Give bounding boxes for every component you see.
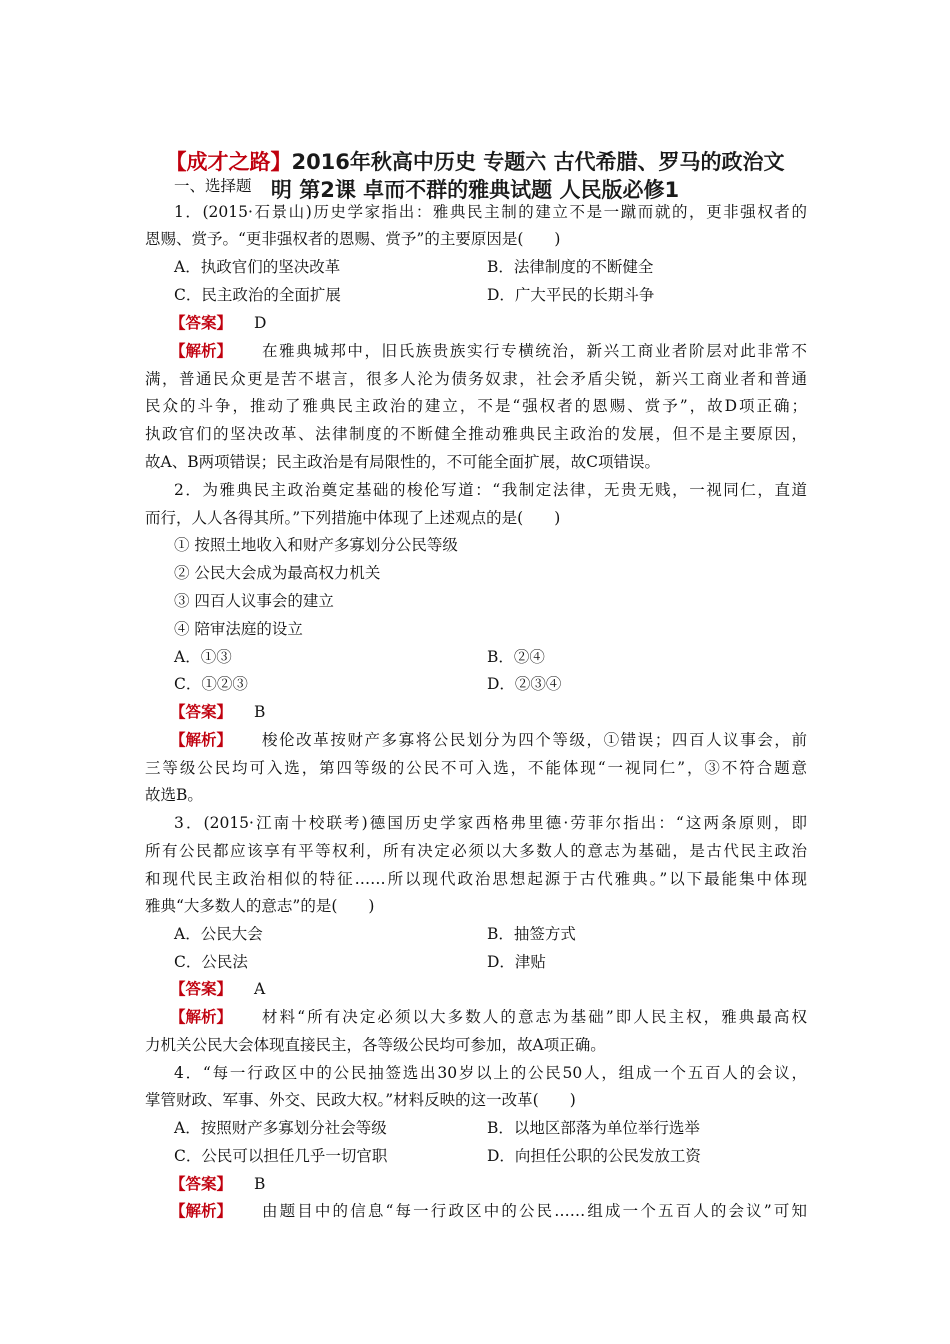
section-heading: 一、选择题 bbox=[174, 177, 252, 195]
explain-tag: 【解析】 bbox=[170, 1202, 233, 1220]
answer-tag: 【答案】 bbox=[170, 1175, 233, 1193]
q1-option-d: D．广大平民的长期斗争 bbox=[487, 286, 655, 304]
title-bracket: 【成才之路】 bbox=[165, 150, 292, 174]
title-line2: 明 第2课 卓而不群的雅典试题 人民版必修1 bbox=[270, 178, 680, 202]
answer-tag: 【答案】 bbox=[170, 314, 233, 332]
q2-option-c: C．①②③ bbox=[174, 675, 248, 693]
q2-stem-line1: 2．为雅典民主政治奠定基础的梭伦写道：“我制定法律，无贵无贱，一视同仁，直道 bbox=[174, 481, 807, 499]
q4-answer-value: B bbox=[254, 1175, 266, 1193]
q1-explain-line2: 满，普通民众更是苦不堪言，很多人沦为债务奴隶，社会矛盾尖锐，新兴工商业者和普通 bbox=[145, 370, 807, 388]
q1-option-a: A．执政官们的坚决改革 bbox=[174, 258, 341, 276]
q3-option-b: B．抽签方式 bbox=[487, 925, 576, 943]
q2-statement-2: ② 公民大会成为最高权力机关 bbox=[174, 564, 381, 582]
q2-option-a: A．①③ bbox=[174, 648, 232, 666]
q3-stem-line3: 和现代民主政治相似的特征……所以现代政治思想起源于古代雅典。”以下最能集中体现 bbox=[145, 870, 807, 888]
q1-explain-tag-wrap bbox=[170, 341, 232, 361]
q1-stem-line1: 1．(2015·石景山)历史学家指出：雅典民主制的建立不是一蹴而就的，更非强权者的 bbox=[174, 203, 807, 221]
q2-explain-line3: 故选B。 bbox=[145, 786, 203, 804]
q2-statement-4: ④ 陪审法庭的设立 bbox=[174, 620, 303, 638]
q2-option-b: B．②④ bbox=[487, 648, 545, 666]
q4-option-a: A．按照财产多寡划分社会等级 bbox=[174, 1119, 387, 1137]
q4-explain-line1: 由题目中的信息“每一行政区中的公民……组成一个五百人的会议”可知 bbox=[262, 1202, 807, 1220]
q2-explain-line2: 三等级公民均可入选，第四等级的公民不可入选，不能体现“一视同仁”，③不符合题意 bbox=[145, 759, 807, 777]
answer-tag: 【答案】 bbox=[170, 980, 233, 998]
q1-explain-line5: 故A、B两项错误；民主政治是有局限性的，不可能全面扩展，故C项错误。 bbox=[145, 453, 660, 471]
q4-answer bbox=[170, 1174, 265, 1194]
q2-answer-value: B bbox=[254, 703, 266, 721]
q3-option-a: A．公民大会 bbox=[174, 925, 263, 943]
q3-explain-tag-wrap bbox=[170, 1007, 232, 1027]
answer-tag: 【答案】 bbox=[170, 703, 233, 721]
q4-option-b: B．以地区部落为单位举行选举 bbox=[487, 1119, 700, 1137]
q2-explain-tag-wrap bbox=[170, 730, 232, 750]
q3-explain-line1: 材料“所有决定必须以大多数人的意志为基础”即人民主权，雅典最高权 bbox=[262, 1008, 807, 1026]
q1-option-c: C．民主政治的全面扩展 bbox=[174, 286, 341, 304]
q3-option-d: D．津贴 bbox=[487, 953, 546, 971]
q1-option-b: B．法律制度的不断健全 bbox=[487, 258, 654, 276]
q1-explain-line3: 民众的斗争，推动了雅典民主政治的建立，不是“强权者的恩赐、赏予”，故D项正确； bbox=[145, 397, 807, 415]
explain-tag: 【解析】 bbox=[170, 342, 233, 360]
q4-option-d: D．向担任公职的公民发放工资 bbox=[487, 1147, 701, 1165]
q1-answer bbox=[170, 313, 266, 333]
q1-answer-value: D bbox=[254, 314, 267, 332]
q2-statement-1: ① 按照土地收入和财产多寡划分公民等级 bbox=[174, 536, 458, 554]
explain-tag: 【解析】 bbox=[170, 731, 233, 749]
q3-explain-line2: 力机关公民大会体现直接民主，各等级公民均可参加，故A项正确。 bbox=[145, 1036, 606, 1054]
q2-explain-line1: 梭伦改革按财产多寡将公民划分为四个等级，①错误；四百人议事会，前 bbox=[262, 731, 807, 749]
q3-stem-line4: 雅典“大多数人的意志”的是( ) bbox=[145, 897, 375, 915]
q3-stem-line2: 所有公民都应该享有平等权利，所有决定必须以大多数人的意志为基础，是古代民主政治 bbox=[145, 842, 807, 860]
title-line1: 2016年秋高中历史 专题六 古代希腊、罗马的政治文 bbox=[291, 150, 785, 174]
q4-stem-line2: 掌管财政、军事、外交、民政大权。”材料反映的这一改革( ) bbox=[145, 1091, 576, 1109]
q2-statement-3: ③ 四百人议事会的建立 bbox=[174, 592, 334, 610]
q2-option-d: D．②③④ bbox=[487, 675, 562, 693]
q3-stem-line1: 3．(2015·江南十校联考)德国历史学家西格弗里德·劳菲尔指出：“这两条原则，即 bbox=[174, 814, 807, 832]
q4-stem-line1: 4．“每一行政区中的公民抽签选出30岁以上的公民50人，组成一个五百人的会议， bbox=[174, 1064, 807, 1082]
q3-answer-value: A bbox=[254, 980, 266, 998]
q4-option-c: C．公民可以担任几乎一切官职 bbox=[174, 1147, 388, 1165]
q3-option-c: C．公民法 bbox=[174, 953, 248, 971]
explain-tag: 【解析】 bbox=[170, 1008, 233, 1026]
q2-answer bbox=[170, 702, 265, 722]
q1-explain-line4: 执政官们的坚决改革、法律制度的不断健全推动雅典民主政治的发展，但不是主要原因， bbox=[145, 425, 807, 443]
q2-stem-line2: 而行，人人各得其所。”下列措施中体现了上述观点的是( ) bbox=[145, 509, 561, 527]
q1-explain-line1: 在雅典城邦中，旧氏族贵族实行专横统治，新兴工商业者阶层对此非常不 bbox=[262, 342, 807, 360]
q4-explain-tag-wrap bbox=[170, 1201, 232, 1221]
q1-stem-line2: 恩赐、赏予。“更非强权者的恩赐、赏予”的主要原因是( ) bbox=[145, 230, 561, 248]
q3-answer bbox=[170, 979, 265, 999]
